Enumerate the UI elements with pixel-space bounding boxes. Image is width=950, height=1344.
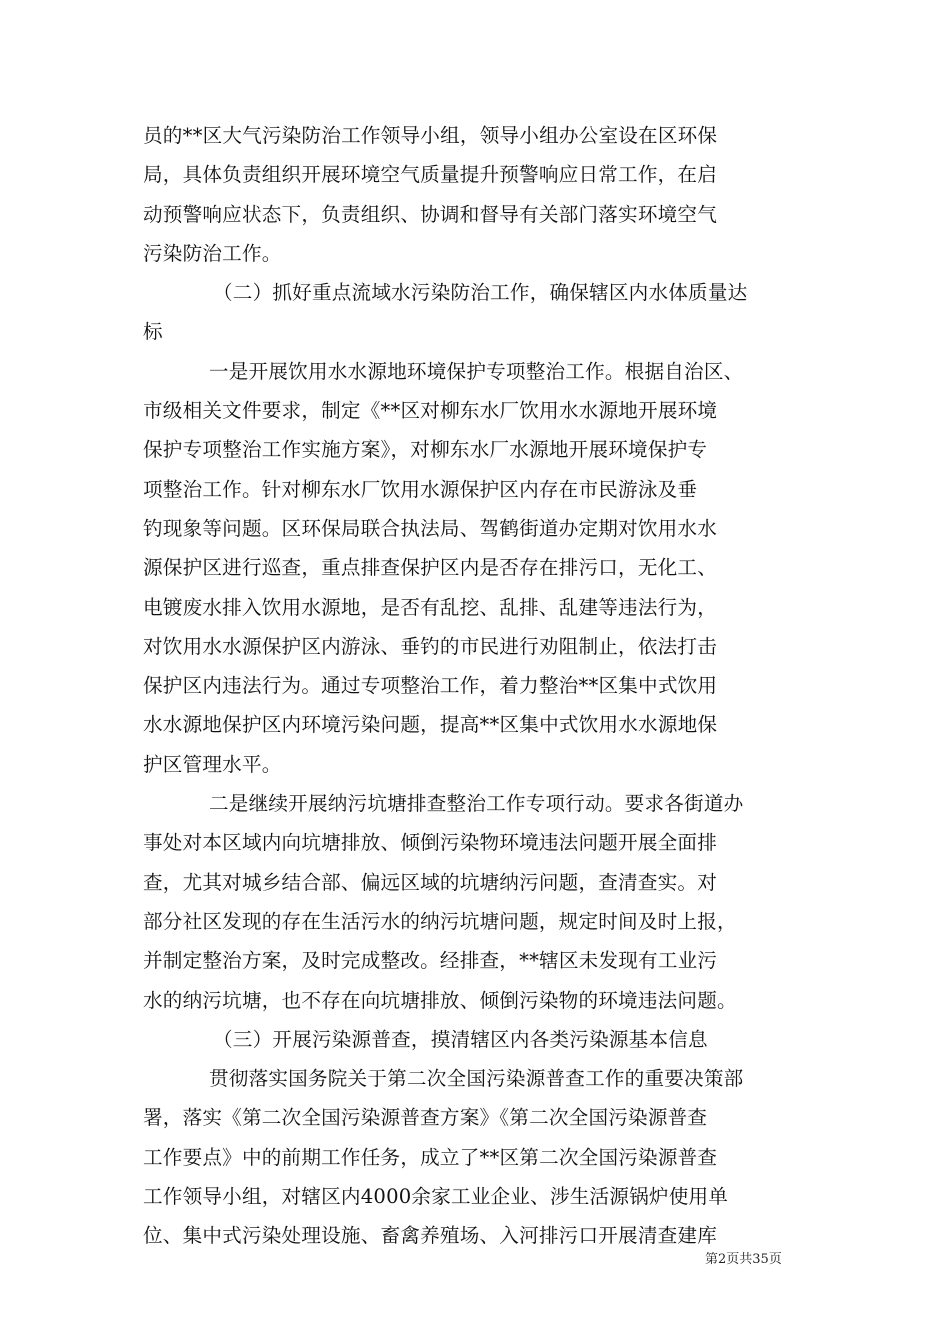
- text-line: 查，尤其对城乡结合部、偏远区域的坑塘纳污问题，查清查实。对: [143, 870, 718, 894]
- text-line: 位、集中式污染处理设施、畜禽养殖场、入河排污口开展清查建库: [143, 1224, 718, 1248]
- paragraph-start: 二是继续开展纳污坑塘排查整治工作专项行动。要求各街道办: [209, 792, 744, 816]
- document-body: [143, 116, 815, 1256]
- text-line: 水水源地保护区内环境污染问题，提高**区集中式饮用水水源地保: [143, 713, 718, 737]
- text-line: 对饮用水水源保护区内游泳、垂钓的市民进行劝阻制止，依法打击: [143, 634, 718, 658]
- text-line: 员的**区大气污染防治工作领导小组，领导小组办公室设在区环保: [143, 124, 718, 147]
- text-line: 污染防治工作。: [143, 241, 282, 265]
- page-number-footer: 第2页共35页: [705, 1252, 782, 1267]
- text-line: 项整治工作。针对柳东水厂饮用水源保护区内存在市民游泳及垂: [143, 477, 698, 501]
- text-line: 钓现象等问题。区环保局联合执法局、驾鹤街道办定期对饮用水水: [143, 516, 718, 540]
- text-line: 工作领导小组，对辖区内4000余家工业企业、涉生活源锅炉使用单: [143, 1185, 729, 1209]
- text-line: 市级相关文件要求，制定《**区对柳东水厂饮用水水源地开展环境: [143, 399, 718, 423]
- text-line: 水的纳污坑塘，也不存在向坑塘排放、倾倒污染物的环境违法问题。: [143, 988, 737, 1012]
- section-heading: （三）开展污染源普查，摸清辖区内各类污染源基本信息: [213, 1027, 708, 1051]
- section-heading: （二）抓好重点流域水污染防治工作，确保辖区内水体质量达: [213, 281, 748, 305]
- text-line: 电镀废水排入饮用水源地，是否有乱挖、乱排、乱建等违法行为，: [143, 595, 718, 619]
- text-line: 署，落实《第二次全国污染源普查方案》《第二次全国污染源普查: [143, 1106, 708, 1130]
- text-line: 动预警响应状态下，负责组织、协调和督导有关部门落实环境空气: [143, 202, 718, 226]
- text-line: 保护专项整治工作实施方案》，对柳东水厂水源地开展环境保护专: [143, 438, 708, 462]
- section-heading-continued: 标: [143, 320, 163, 344]
- text-line: 部分社区发现的存在生活污水的纳污坑塘问题，规定时间及时上报，: [143, 909, 737, 933]
- text-line: 源保护区进行巡查，重点排查保护区内是否存在排污口，无化工、: [143, 556, 718, 580]
- text-line: 事处对本区域内向坑塘排放、倾倒污染物环境违法问题开展全面排: [143, 831, 718, 855]
- paragraph-start: 贯彻落实国务院关于第二次全国污染源普查工作的重要决策部: [209, 1067, 744, 1091]
- text-line: 局，具体负责组织开展环境空气质量提升预警响应日常工作，在启: [143, 163, 718, 187]
- text-line: 护区管理水平。: [143, 752, 282, 776]
- text-line: 并制定整治方案，及时完成整改。经排查，**辖区未发现有工业污: [143, 949, 718, 973]
- text-line: 工作要点》中的前期工作任务，成立了**区第二次全国污染源普查: [143, 1145, 718, 1169]
- paragraph-start: 一是开展饮用水水源地环境保护专项整治工作。根据自治区、: [209, 359, 744, 383]
- text-line: 保护区内违法行为。通过专项整治工作，着力整治**区集中式饮用: [143, 674, 718, 698]
